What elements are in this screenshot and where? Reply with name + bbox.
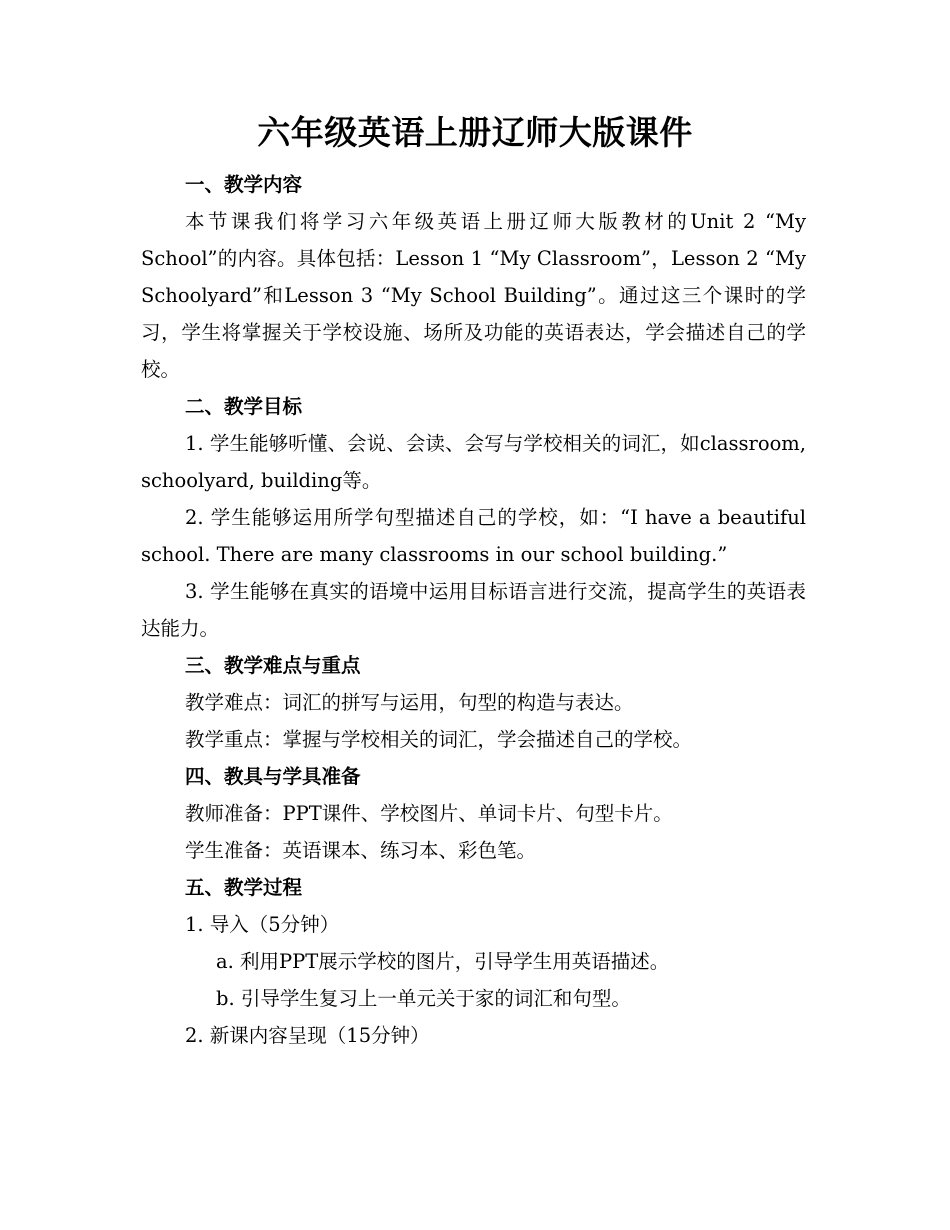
section-heading-content: 一、教学内容: [185, 173, 303, 196]
objective-3: 3. 学生能够在真实的语境中运用目标语言进行交流，提高学生的英语表达能力。: [141, 580, 806, 640]
process-step-1-item-a: a. 利用PPT展示学校的图片，引导学生用英语描述。: [216, 950, 670, 973]
process-step-2: 2. 新课内容呈现（15分钟）: [185, 1024, 430, 1047]
key-points: 教学重点：掌握与学校相关的词汇，学会描述自己的学校。: [185, 728, 693, 751]
difficult-points: 教学难点：词汇的拼写与运用，句型的构造与表达。: [185, 691, 634, 714]
section-heading-process: 五、教学过程: [185, 876, 303, 899]
student-materials: 学生准备：英语课本、练习本、彩色笔。: [185, 839, 537, 862]
objective-2: 2. 学生能够运用所学句型描述自己的学校，如：“I have a beautiful school. There are many classrooms in our school building.”: [141, 506, 806, 566]
process-step-1-item-b: b. 引导学生复习上一单元关于家的词汇和句型。: [216, 987, 631, 1010]
objective-1: 1. 学生能够听懂、会说、会读、会写与学校相关的词汇，如classroom, schoolyard, building等。: [141, 432, 806, 492]
document-body: [141, 166, 806, 1054]
section-heading-key-points: 三、教学难点与重点: [185, 654, 361, 677]
process-step-1: 1. 导入（5分钟）: [185, 913, 340, 936]
section-heading-objectives: 二、教学目标: [185, 395, 303, 418]
teacher-materials: 教师准备：PPT课件、学校图片、单词卡片、句型卡片。: [185, 802, 673, 825]
document-title: 六年级英语上册辽师大版课件: [257, 113, 693, 152]
paragraph-content: 本节课我们将学习六年级英语上册辽师大版教材的Unit 2 “My School”的内容。具体包括：Lesson 1 “My Classroom”，Lesson 2 “My Schoolyard”和Lesson 3 “My School Building”。通过这三个课时的学习，学生将掌握关于学校设施、场所及功能的英语表达，学会描述自己的学校。: [141, 210, 806, 381]
section-heading-materials: 四、教具与学具准备: [185, 765, 361, 788]
